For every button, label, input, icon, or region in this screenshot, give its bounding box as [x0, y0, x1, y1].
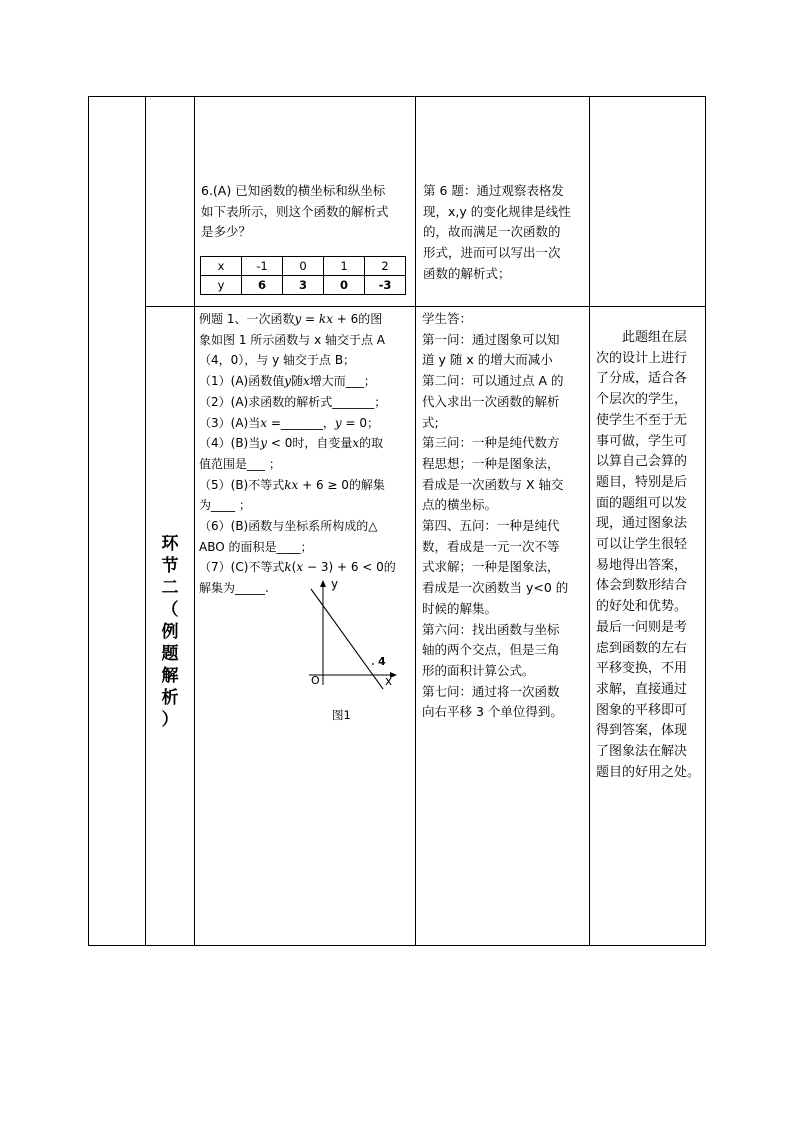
table-cell: 3	[283, 276, 324, 295]
column-divider	[194, 97, 195, 945]
text: 增大而___；	[309, 374, 376, 389]
math: y	[260, 436, 268, 451]
design-line: 题目的好用之处。	[596, 764, 701, 780]
design-line: 事可做，学生可	[596, 433, 688, 449]
question-6-analysis	[423, 181, 585, 285]
answer-line: 式求解；一种是图象法，	[422, 559, 560, 575]
design-line: 此题组在层	[622, 330, 688, 345]
answer-line: 程思想；一种是图象法，	[422, 455, 560, 471]
column-divider	[589, 97, 590, 945]
answer-line: 代入求出一次函数的解析	[422, 393, 560, 409]
table-row	[201, 276, 406, 295]
design-line: 的好处和优势。	[596, 599, 688, 615]
question-6-line: 6.(A) 已知函数的横坐标和纵坐标	[201, 183, 386, 198]
text: 的取	[359, 436, 384, 451]
answer-line: 看成是一次函数当 y<0 的	[422, 580, 569, 596]
answer-line: 第三问：一种是纯代数方	[422, 435, 560, 451]
text: （3）(A)当	[199, 415, 261, 430]
table-cell: 2	[365, 257, 406, 276]
example-line: 解集为_____.	[199, 581, 269, 596]
example-line	[199, 371, 413, 392]
design-line: 个层次的学生，	[596, 392, 688, 408]
math: + 6 ≥ 0	[298, 477, 349, 492]
math: y	[294, 312, 302, 326]
design-line: 了分成，适合各	[596, 371, 688, 387]
answer-line: 第六问：找出函数与坐标	[422, 621, 560, 637]
figure-caption: 图1	[332, 708, 351, 722]
design-line: 虑到函数的左右	[596, 640, 688, 656]
section-title-char: 环	[161, 534, 179, 554]
example-line	[199, 475, 413, 496]
math: y	[334, 415, 342, 430]
design-line: 题目，特别是后	[596, 474, 688, 490]
text: =_______，	[267, 415, 335, 430]
design-line: 以算自己会算的	[596, 454, 688, 470]
table-cell: 1	[324, 257, 365, 276]
example-line: 值范围是___ ；	[199, 456, 281, 471]
text: （4）(B)当	[199, 436, 261, 451]
answer-line: 道 y 随 x 的增大而减小	[422, 352, 553, 368]
design-line: 得到答案，体现	[596, 723, 688, 739]
example-line	[199, 413, 413, 434]
section-title-char: （	[161, 600, 179, 620]
section-title-char: 二	[161, 578, 179, 598]
design-line: 平移变换，不用	[596, 661, 688, 677]
section-title-char: 题	[161, 644, 179, 664]
table-cell: -3	[365, 276, 406, 295]
table-cell: 0	[324, 276, 365, 295]
math: x	[352, 436, 360, 451]
math: kx	[284, 477, 299, 492]
y-axis-arrow	[320, 580, 326, 587]
example-line	[199, 433, 413, 454]
math: x	[303, 374, 310, 389]
design-line: 面的题组可以发	[596, 495, 688, 511]
column-divider	[145, 97, 146, 945]
math: =	[301, 312, 319, 326]
math: + 6	[332, 312, 359, 326]
example-line: （6）(B)函数与坐标系所构成的△	[199, 519, 378, 534]
answer-line: 看成是一次函数与 X 轴交	[422, 476, 564, 492]
table-cell: 6	[242, 276, 283, 295]
answer-line: 向右平移 3 个单位得到。	[422, 704, 563, 720]
design-line: 使学生不至于无	[596, 412, 688, 428]
example-line	[199, 557, 413, 578]
answer-line: 学生答：	[422, 311, 473, 326]
design-line: 图象的平移即可	[596, 702, 688, 718]
text: 的图	[358, 312, 383, 326]
section-title-char: 例	[161, 622, 179, 642]
math: y	[284, 374, 291, 389]
math: x	[296, 560, 304, 575]
table-cell: -1	[242, 257, 283, 276]
math: kx	[318, 312, 333, 326]
table-cell: x	[201, 257, 242, 276]
math: (	[291, 560, 297, 575]
design-line: 可以让学生很轻	[596, 537, 688, 553]
design-line: 体会到数形结合	[596, 578, 688, 594]
value-table	[200, 256, 406, 295]
example-line: （2）(A)求函数的解析式_______；	[199, 394, 387, 409]
answer-line: 点的横坐标。	[422, 497, 498, 513]
answer-line: 第四、五问：一种是纯代	[422, 518, 560, 534]
section-title-char: 析	[161, 688, 179, 708]
example-line	[199, 309, 413, 330]
design-line: 易地得出答案，	[596, 557, 688, 573]
point-a-label: 4	[378, 655, 386, 668]
section-title	[147, 533, 193, 731]
math: x	[260, 415, 267, 430]
row-divider	[145, 306, 705, 307]
analysis-line: 现，x,y 的变化规律是线性	[423, 203, 571, 219]
answer-line: 第七问：通过将一次函数	[422, 683, 560, 699]
analysis-line: 第 6 题：通过观察表格发	[423, 183, 564, 198]
question-6-line: 如下表所示，则这个函数的解析式	[201, 203, 389, 219]
function-line	[311, 589, 383, 689]
design-line: 次的设计上进行	[596, 350, 688, 366]
text: 的	[383, 560, 396, 575]
example-line: ABO 的面积是____；	[199, 539, 313, 554]
section-title-char: ）	[161, 710, 179, 730]
column-divider	[415, 97, 416, 945]
table-row	[201, 257, 406, 276]
answer-line: 时候的解集。	[422, 600, 498, 616]
table-cell: 0	[283, 257, 324, 276]
text: < 0时，自变量	[267, 436, 353, 451]
text: （1）(A)函数值	[199, 374, 285, 389]
answer-line: 数，看成是一元一次不等	[422, 538, 560, 554]
answer-line: 第一问：通过图象可以知	[422, 331, 560, 347]
table-cell: y	[201, 276, 242, 295]
text: 的解集	[348, 477, 385, 492]
design-line: 最后一问则是考	[596, 619, 688, 635]
origin-label: O	[311, 674, 320, 687]
answer-line: 式;	[422, 414, 439, 430]
math: = 0；	[341, 415, 379, 430]
answer-line: 形的面积计算公式。	[422, 662, 535, 678]
design-line: 了图象法在解决	[596, 744, 688, 760]
lesson-table	[88, 96, 706, 946]
analysis-line: 的，故而满足一次函数的	[423, 224, 561, 240]
section-title-char: 解	[161, 666, 179, 686]
question-6	[201, 181, 411, 243]
math: − 3) + 6 < 0	[303, 560, 384, 575]
y-axis-label: y	[331, 577, 339, 591]
text: 例题 1、一次函数	[199, 312, 295, 326]
marker-dot	[372, 663, 374, 665]
math: k	[284, 560, 292, 575]
example-1	[199, 309, 413, 599]
answer-line: 第二问：可以通过点 A 的	[422, 373, 564, 389]
figure-1-graph	[303, 577, 399, 691]
design-intent	[596, 328, 708, 783]
section-title-char: 节	[161, 556, 179, 576]
example-line: 为____ ；	[199, 498, 251, 513]
x-axis-label: x	[385, 674, 393, 688]
example-line: （4，0），与 y 轴交于点 B；	[199, 353, 356, 368]
text: （7）(C)不等式	[199, 560, 285, 575]
text: （5）(B)不等式	[199, 477, 285, 492]
question-6-line: 是多少？	[201, 224, 252, 240]
analysis-line: 形式，进而可以写出一次	[423, 245, 561, 261]
student-answers	[422, 309, 587, 723]
design-line: 现，通过图象法	[596, 516, 688, 532]
design-line: 求解，直接通过	[596, 681, 688, 697]
analysis-line: 函数的解析式；	[423, 265, 511, 281]
answer-line: 轴的两个交点，但是三角	[422, 642, 560, 658]
text: 随	[291, 374, 304, 389]
example-line: 象如图 1 所示函数与 x 轴交于点 A	[199, 332, 386, 347]
